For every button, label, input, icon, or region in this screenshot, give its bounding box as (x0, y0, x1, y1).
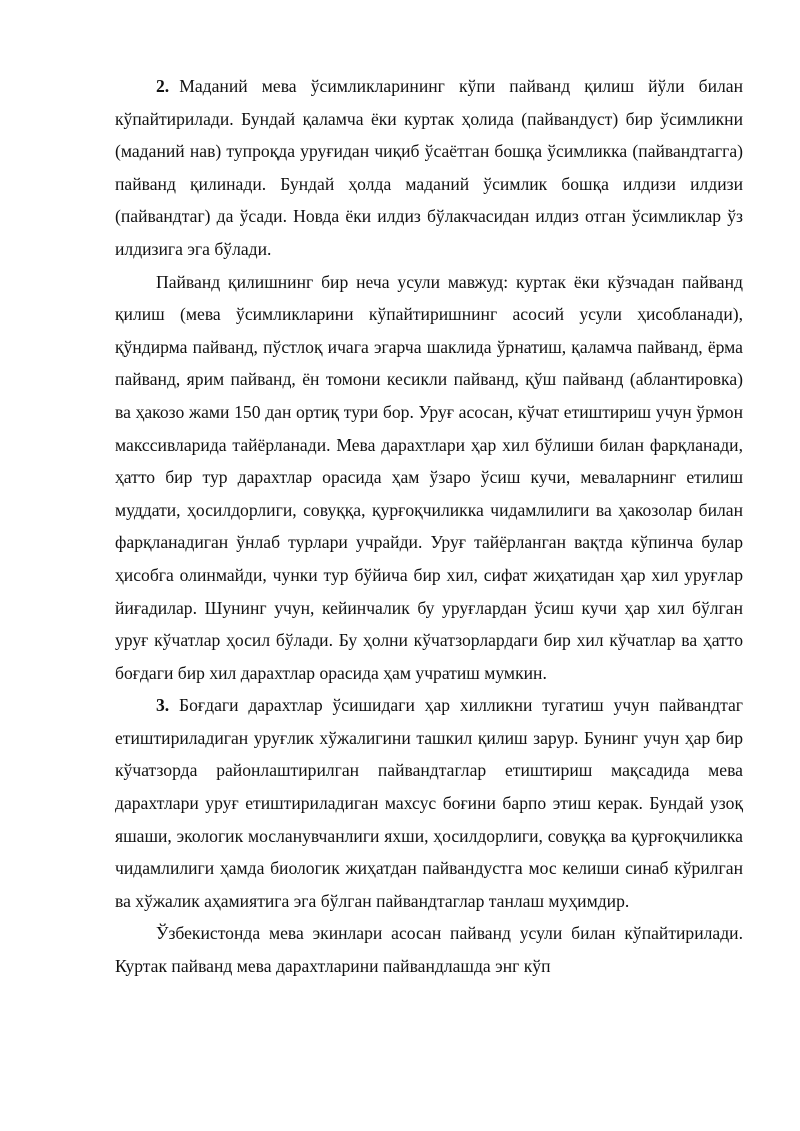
document-page (115, 70, 743, 983)
paragraph-uzbekistan-propagation (115, 917, 743, 982)
paragraph-text: Ўзбекистонда мева экинлари асосан пайванд усули билан кўпайтирилади. Куртак пайванд мева дарахтларини пайвандлашда энг кўп (115, 923, 743, 977)
paragraph-text: Маданий мева ўсимликларининг кўпи пайванд қилиш йўли билан кўпайтирилади. Бундай қаламча ёки куртак ҳолида (пайвандуст) бир ўсимликни (маданий нав) тупроқда уруғидан чиқиб ўсаётган бошқа ўсимликка (пайвандтагга) пайванд қилинади. Бундай ҳолда маданий ўсимлик бошқа илдизи илдизи (пайвандтаг) да ўсади. Новда ёки илдиз бўлакчасидан илдиз отган ўсимликлар ўз илдизига эга бўлади. (115, 76, 743, 259)
paragraph-grafting-methods (115, 266, 743, 690)
paragraph-rootstock-seed-farm (115, 689, 743, 917)
paragraph-number: 2. (156, 76, 170, 96)
paragraph-text: Пайванд қилишнинг бир неча усули мавжуд: куртак ёки кўзчадан пайванд қилиш (мева ўсимликларини кўпайтиришнинг асосий усули ҳисобланади), қўндирма пайванд, пўстлоқ ичага эгарча шаклида ўрнатиш, қаламча пайванд, ёрма пайванд, ярим пайванд, ён томони кесикли пайванд, қўш пайванд (аблантировка) ва ҳакозо жами 150 дан ортиқ тури бор. Уруғ асосан, кўчат етиштириш учун ўрмон макссивларида тайёрланади. Мева дарахтлари ҳар хил бўлиши билан фарқланади, ҳатто бир тур дарахтлар орасида ҳам ўзаро ўсиш кучи, меваларнинг етилиш муддати, ҳосилдорлиги, совуққа, қурғоқчиликка чидамлилиги ва ҳакозолар билан фарқланадиган ўнлаб турлари учрайди. Уруғ тайёрланган вақтда кўпинча булар ҳисобга олинмайди, чунки тур бўйича бир хил, сифат жиҳатидан ҳар хил уруғлар йиғадилар. Шунинг учун, кейинчалик бу уруғлардан ўсиш кучи ҳар хил бўлган уруғ кўчатлар ҳосил бўлади. Бу ҳолни кўчатзорлардаги бир хил кўчатлар ва ҳатто боғдаги бир хил дарахтлар орасида ҳам учратиш мумкин. (115, 271, 743, 683)
paragraph-grafting-intro (115, 70, 743, 266)
paragraph-number: 3. (156, 695, 170, 716)
paragraph-text: Боғдаги дарахтлар ўсишидаги ҳар хилликни тугатиш учун пайвандтаг етиштириладиган уруғлик хўжалигини ташкил қилиш зарур. Бунинг учун ҳар бир кўчатзорда районлаштирилган пайвандтаглар етиштириш мақсадида мева дарахтлари уруғ етиштириладиган махсус боғини барпо этиш керак. Бундай узоқ яшаши, экологик мосланувчанлиги яхши, ҳосилдорлиги, совуққа ва қурғоқчиликка чидамлилиги ҳамда биологик жиҳатдан пайвандустга мос келиши синаб кўрилган ва хўжалик аҳамиятига эга бўлган пайвандтаглар танлаш муҳимдир. (115, 695, 743, 911)
